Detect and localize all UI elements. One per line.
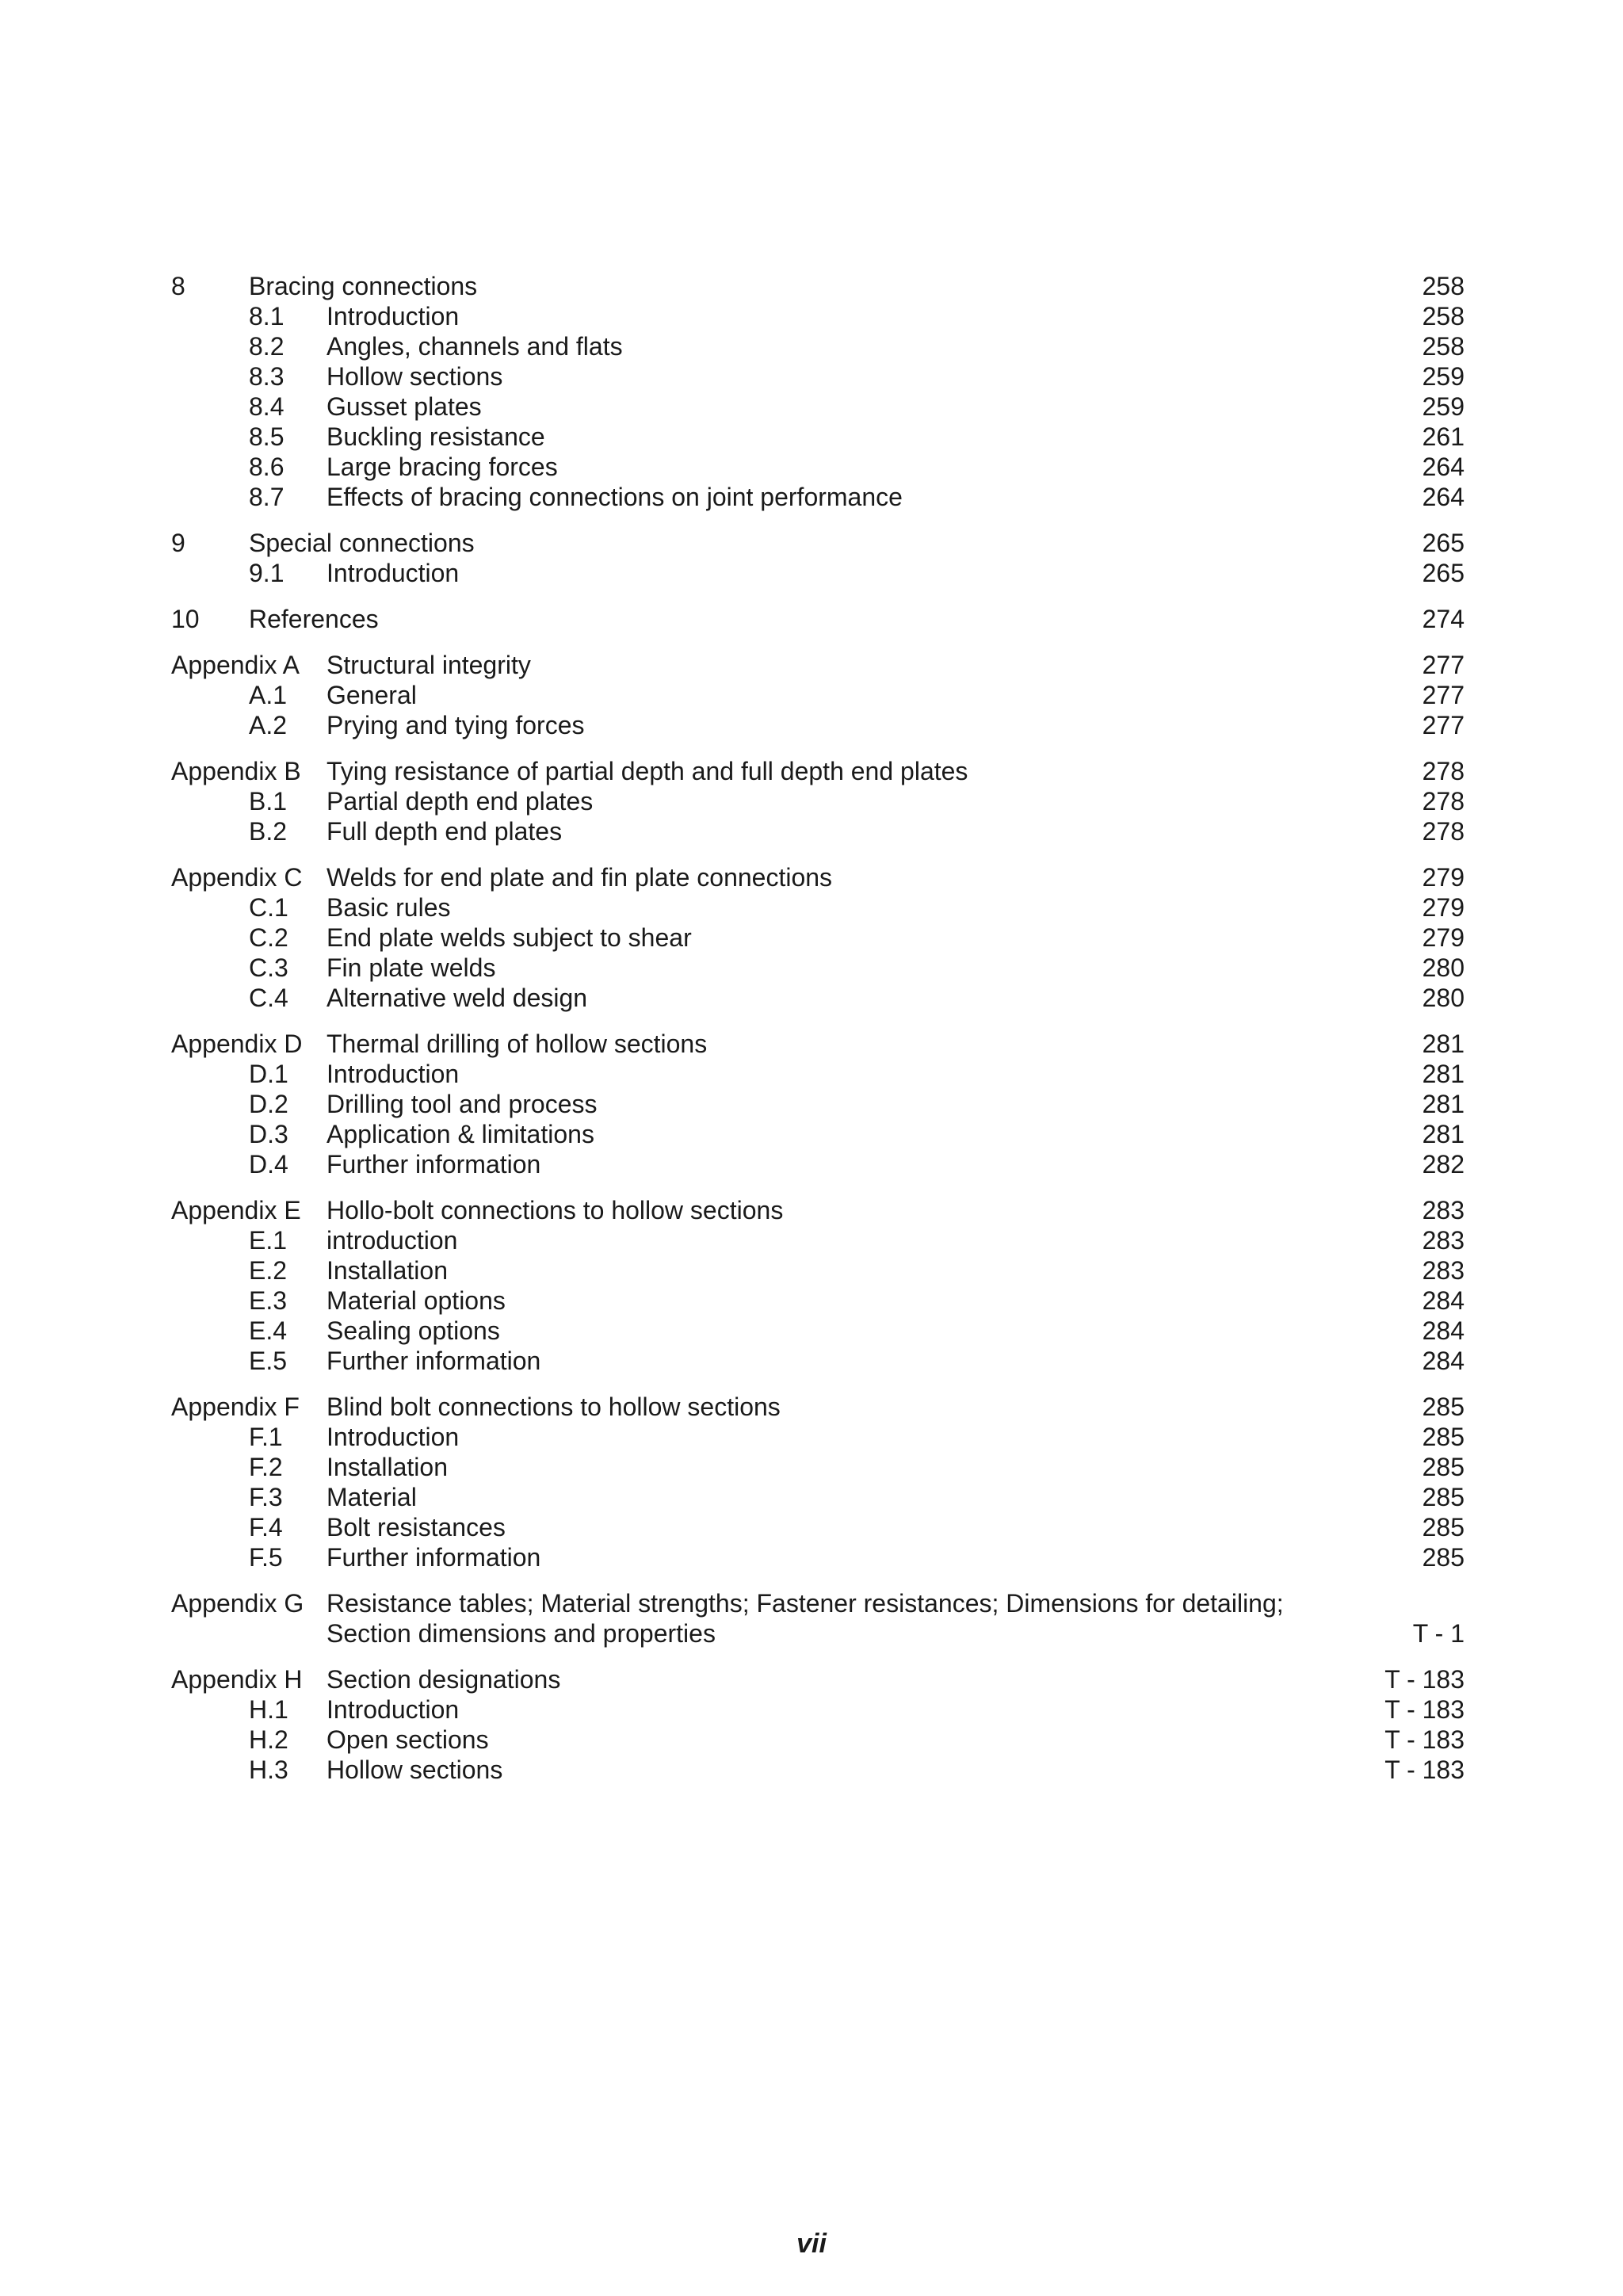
toc-subentry-number: B.2 [249,817,288,846]
toc-subentry-title: Large bracing forces [327,453,558,481]
toc-entry-number: Appendix B [171,757,301,785]
toc-entry-sub[interactable] [171,1346,1465,1376]
toc-entry-sub[interactable] [171,1542,1465,1572]
toc-entry-sub[interactable] [171,558,1465,588]
toc-entry-sub[interactable] [171,1482,1465,1512]
toc-entry-title: Blind bolt connections to hollow sections [327,1392,781,1421]
toc-subentry-page: 285 [1422,1483,1465,1511]
toc-subentry-title: Introduction [327,302,460,330]
toc-subentry-number: H.1 [249,1695,288,1724]
toc-subentry-title: Open sections [327,1725,489,1754]
toc-subentry-number: D.1 [249,1060,288,1088]
toc-entry-title-continued: Section dimensions and properties [327,1619,716,1648]
toc-entry-heading[interactable] [171,1392,1465,1422]
toc-entry-page: 283 [1422,1196,1465,1224]
toc-subentry-page: 281 [1422,1060,1465,1088]
toc-entry-number: 8 [171,272,185,300]
toc-entry-heading-continued[interactable] [171,1618,1465,1648]
toc-entry-number: Appendix C [171,863,303,892]
toc-entry-title: Hollo-bolt connections to hollow sections [327,1196,784,1224]
toc-subentry-title: Angles, channels and flats [327,332,623,361]
toc-subentry-title: Buckling resistance [327,422,545,451]
toc-subentry-number: A.2 [249,711,288,739]
toc-subentry-title: Introduction [327,1060,460,1088]
toc-subentry-number: E.3 [249,1286,288,1315]
toc-entry-sub[interactable] [171,786,1465,816]
toc-subentry-title: Drilling tool and process [327,1090,598,1118]
toc-entry-sub[interactable] [171,452,1465,482]
toc-entry-page: 265 [1422,529,1465,557]
toc-entry-sub[interactable] [171,1286,1465,1316]
toc-entry-sub[interactable] [171,1059,1465,1089]
toc-subentry-page: 285 [1422,1423,1465,1451]
toc-entry-number: Appendix H [171,1665,303,1694]
toc-entry-heading[interactable] [171,650,1465,680]
toc-subentry-page: 264 [1422,483,1465,511]
toc-subentry-page: 285 [1422,1513,1465,1541]
toc-subentry-page: 259 [1422,392,1465,421]
toc-entry-title: Tying resistance of partial depth and full depth end plates [327,757,968,785]
toc-subentry-number: E.5 [249,1347,288,1375]
toc-subentry-page: 280 [1422,953,1465,982]
toc-subentry-number: 8.7 [249,483,285,511]
toc-entry-heading[interactable] [171,1195,1465,1225]
toc-entry-page: 274 [1422,605,1465,633]
toc-subentry-number: E.1 [249,1226,288,1255]
toc-entry-sub[interactable] [171,361,1465,392]
toc-entry-sub[interactable] [171,1755,1465,1785]
toc-entry-sub[interactable] [171,1225,1465,1255]
toc-subentry-title: Basic rules [327,893,451,922]
toc-subentry-number: F.5 [249,1543,283,1572]
toc-subentry-title: Hollow sections [327,1755,503,1784]
toc-subentry-number: A.1 [249,681,288,709]
toc-entry-heading[interactable] [171,604,1465,634]
page-number: vii [796,2229,827,2259]
toc-subentry-title: Sealing options [327,1316,500,1345]
toc-subentry-title: Full depth end plates [327,817,563,846]
toc-subentry-page: 280 [1422,984,1465,1012]
toc-section [171,1664,1465,1785]
toc-subentry-title: Prying and tying forces [327,711,585,739]
toc-entry-heading[interactable] [171,862,1465,892]
toc-entry-sub[interactable] [171,1089,1465,1119]
toc-entry-sub[interactable] [171,680,1465,710]
toc-subentry-number: 9.1 [249,559,285,587]
toc-entry-sub[interactable] [171,1316,1465,1346]
toc-section [171,271,1465,512]
toc-entry-sub[interactable] [171,1512,1465,1542]
toc-subentry-page: T - 183 [1384,1755,1465,1784]
toc-entry-page: T - 1 [1412,1619,1465,1648]
toc-section [171,862,1465,1013]
toc-subentry-title: Partial depth end plates [327,787,594,816]
toc-entry-number: Appendix G [171,1589,304,1618]
toc-subentry-title: Hollow sections [327,362,503,391]
toc-subentry-number: D.2 [249,1090,288,1118]
toc-subentry-page: 284 [1422,1316,1465,1345]
toc-subentry-title: End plate welds subject to shear [327,923,692,952]
toc-entry-heading[interactable] [171,271,1465,301]
toc-subentry-number: 8.2 [249,332,285,361]
toc-subentry-number: D.4 [249,1150,288,1179]
toc-subentry-title: Application & limitations [327,1120,594,1148]
toc-section [171,756,1465,846]
toc-section [171,650,1465,740]
toc-subentry-page: 285 [1422,1543,1465,1572]
toc-subentry-title: introduction [327,1226,458,1255]
toc-subentry-page: 279 [1422,893,1465,922]
toc-subentry-number: C.2 [249,923,288,952]
toc-entry-heading[interactable] [171,1029,1465,1059]
toc-entry-heading[interactable] [171,1664,1465,1694]
table-of-contents [171,271,1465,1801]
toc-subentry-number: F.4 [249,1513,283,1541]
toc-entry-title: Structural integrity [327,651,531,679]
toc-subentry-number: F.1 [249,1423,283,1451]
toc-subentry-number: C.1 [249,893,288,922]
toc-entry-sub[interactable] [171,1149,1465,1179]
toc-entry-title: Special connections [249,529,475,557]
toc-subentry-page: 259 [1422,362,1465,391]
toc-entry-page: 258 [1422,272,1465,300]
toc-subentry-number: F.3 [249,1483,283,1511]
toc-entry-sub[interactable] [171,331,1465,361]
toc-section [171,1392,1465,1572]
toc-section [171,1588,1465,1648]
toc-subentry-number: C.4 [249,984,288,1012]
toc-subentry-title: Installation [327,1453,448,1481]
toc-subentry-page: 279 [1422,923,1465,952]
toc-entry-number: Appendix F [171,1392,300,1421]
toc-subentry-title: Fin plate welds [327,953,496,982]
toc-subentry-title: Further information [327,1543,541,1572]
toc-entry-sub[interactable] [171,892,1465,923]
toc-subentry-title: Material [327,1483,417,1511]
toc-entry-sub[interactable] [171,1725,1465,1755]
toc-entry-heading[interactable] [171,1588,1465,1618]
toc-entry-sub[interactable] [171,983,1465,1013]
toc-subentry-page: T - 183 [1384,1695,1465,1724]
toc-subentry-number: 8.1 [249,302,285,330]
toc-subentry-title: Further information [327,1150,541,1179]
toc-entry-sub[interactable] [171,301,1465,331]
toc-entry-sub[interactable] [171,816,1465,846]
toc-subentry-title: Further information [327,1347,541,1375]
toc-subentry-number: H.3 [249,1755,288,1784]
toc-subentry-number: C.3 [249,953,288,982]
toc-subentry-page: 281 [1422,1090,1465,1118]
toc-subentry-title: Gusset plates [327,392,482,421]
toc-subentry-title: Alternative weld design [327,984,588,1012]
toc-subentry-number: F.2 [249,1453,283,1481]
toc-section [171,1195,1465,1376]
toc-entry-sub[interactable] [171,710,1465,740]
toc-subentry-page: 278 [1422,817,1465,846]
toc-entry-sub[interactable] [171,1452,1465,1482]
toc-subentry-page: 285 [1422,1453,1465,1481]
toc-entry-page: T - 183 [1384,1665,1465,1694]
toc-subentry-title: Introduction [327,1423,460,1451]
toc-entry-title: Welds for end plate and fin plate connections [327,863,833,892]
toc-entry-heading[interactable] [171,528,1465,558]
toc-subentry-page: 265 [1422,559,1465,587]
toc-subentry-page: 277 [1422,711,1465,739]
toc-section [171,528,1465,588]
toc-subentry-number: E.2 [249,1256,288,1285]
toc-subentry-page: 277 [1422,681,1465,709]
toc-subentry-page: 258 [1422,302,1465,330]
toc-entry-sub[interactable] [171,953,1465,983]
toc-subentry-title: Installation [327,1256,448,1285]
toc-entry-title: Section designations [327,1665,561,1694]
toc-entry-sub[interactable] [171,1119,1465,1149]
toc-subentry-title: Introduction [327,1695,460,1724]
toc-entry-number: 9 [171,529,185,557]
toc-entry-page: 281 [1422,1030,1465,1058]
toc-subentry-number: 8.3 [249,362,285,391]
toc-entry-heading[interactable] [171,756,1465,786]
toc-section [171,604,1465,634]
toc-subentry-title: General [327,681,417,709]
toc-entry-sub[interactable] [171,1255,1465,1286]
toc-entry-page: 279 [1422,863,1465,892]
toc-entry-number: Appendix D [171,1030,303,1058]
toc-entry-page: 277 [1422,651,1465,679]
toc-subentry-number: 8.6 [249,453,285,481]
toc-entry-title: Bracing connections [249,272,478,300]
toc-entry-number: 10 [171,605,200,633]
toc-subentry-page: 278 [1422,787,1465,816]
toc-entry-title: Thermal drilling of hollow sections [327,1030,708,1058]
toc-entry-sub[interactable] [171,482,1465,512]
toc-subentry-page: 258 [1422,332,1465,361]
toc-subentry-title: Bolt resistances [327,1513,506,1541]
toc-subentry-number: 8.5 [249,422,285,451]
toc-subentry-title: Material options [327,1286,506,1315]
toc-subentry-title: Effects of bracing connections on joint performance [327,483,903,511]
toc-subentry-number: 8.4 [249,392,285,421]
toc-entry-number: Appendix E [171,1196,301,1224]
toc-subentry-number: E.4 [249,1316,288,1345]
toc-subentry-title: Introduction [327,559,460,587]
toc-subentry-number: B.1 [249,787,288,816]
toc-subentry-page: 264 [1422,453,1465,481]
toc-entry-number: Appendix A [171,651,300,679]
toc-subentry-page: 284 [1422,1347,1465,1375]
toc-entry-sub[interactable] [171,422,1465,452]
toc-subentry-number: H.2 [249,1725,288,1754]
toc-entry-page: 278 [1422,757,1465,785]
toc-entry-sub[interactable] [171,1694,1465,1725]
toc-entry-sub[interactable] [171,392,1465,422]
toc-entry-sub[interactable] [171,923,1465,953]
toc-entry-page: 285 [1422,1392,1465,1421]
toc-entry-title: References [249,605,379,633]
toc-subentry-page: 283 [1422,1226,1465,1255]
toc-entry-sub[interactable] [171,1422,1465,1452]
toc-subentry-page: T - 183 [1384,1725,1465,1754]
toc-subentry-page: 282 [1422,1150,1465,1179]
toc-section [171,1029,1465,1179]
toc-subentry-number: D.3 [249,1120,288,1148]
toc-subentry-page: 281 [1422,1120,1465,1148]
toc-subentry-page: 261 [1422,422,1465,451]
toc-subentry-page: 284 [1422,1286,1465,1315]
toc-subentry-page: 283 [1422,1256,1465,1285]
toc-entry-title: Resistance tables; Material strengths; Fastener resistances; Dimensions for detailing; [327,1589,1284,1618]
